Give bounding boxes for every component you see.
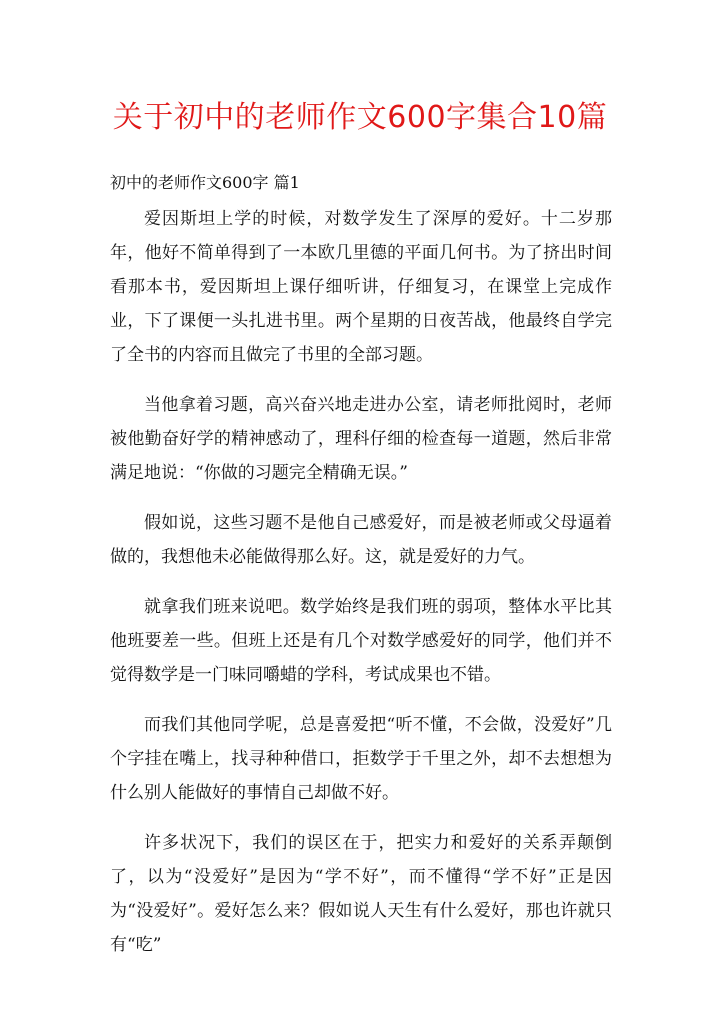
- paragraph: 就拿我们班来说吧。数学始终是我们班的弱项，整体水平比其他班要差一些。但班上还是有几个对数学感爱好的同学，他们并不觉得数学是一门味同嚼蜡的学科，考试成果也不错。: [110, 597, 612, 685]
- paragraph: 假如说，这些习题不是他自己感爱好，而是被老师或父母逼着做的，我想他未必能做得那么好。这，就是爱好的力气。: [110, 513, 612, 567]
- section-heading: 初中的老师作文600字 篇1: [110, 173, 300, 192]
- paragraph: 而我们其他同学呢，总是喜爱把“听不懂，不会做，没爱好”几个字挂在嘴上，找寻种种借口，拒数学于千里之外，却不去想想为什么别人能做好的事情自己却做不好。: [110, 715, 612, 803]
- paragraph: 当他拿着习题，高兴奋兴地走进办公室，请老师批阅时，老师被他勤奋好学的精神感动了，理科仔细的检查每一道题，然后非常满足地说：“你做的习题完全精确无误。”: [110, 395, 612, 483]
- article-body: [110, 202, 612, 978]
- document-title: 关于初中的老师作文600字集合10篇: [112, 100, 608, 135]
- paragraph: 许多状况下，我们的误区在于，把实力和爱好的关系弄颠倒了，以为“没爱好”是因为“学不好”，而不懂得“学不好”正是因为“没爱好”。爱好怎么来？假如说人天生有什么爱好，那也许就只有“吃”: [110, 833, 612, 955]
- paragraph: 爱因斯坦上学的时候，对数学发生了深厚的爱好。十二岁那年，他好不简单得到了一本欧几里德的平面几何书。为了挤出时间看那本书，爱因斯坦上课仔细听讲，仔细复习，在课堂上完成作业，下了课便一头扎进书里。两个星期的日夜苦战，他最终自学完了全书的内容而且做完了书里的全部习题。: [110, 209, 612, 365]
